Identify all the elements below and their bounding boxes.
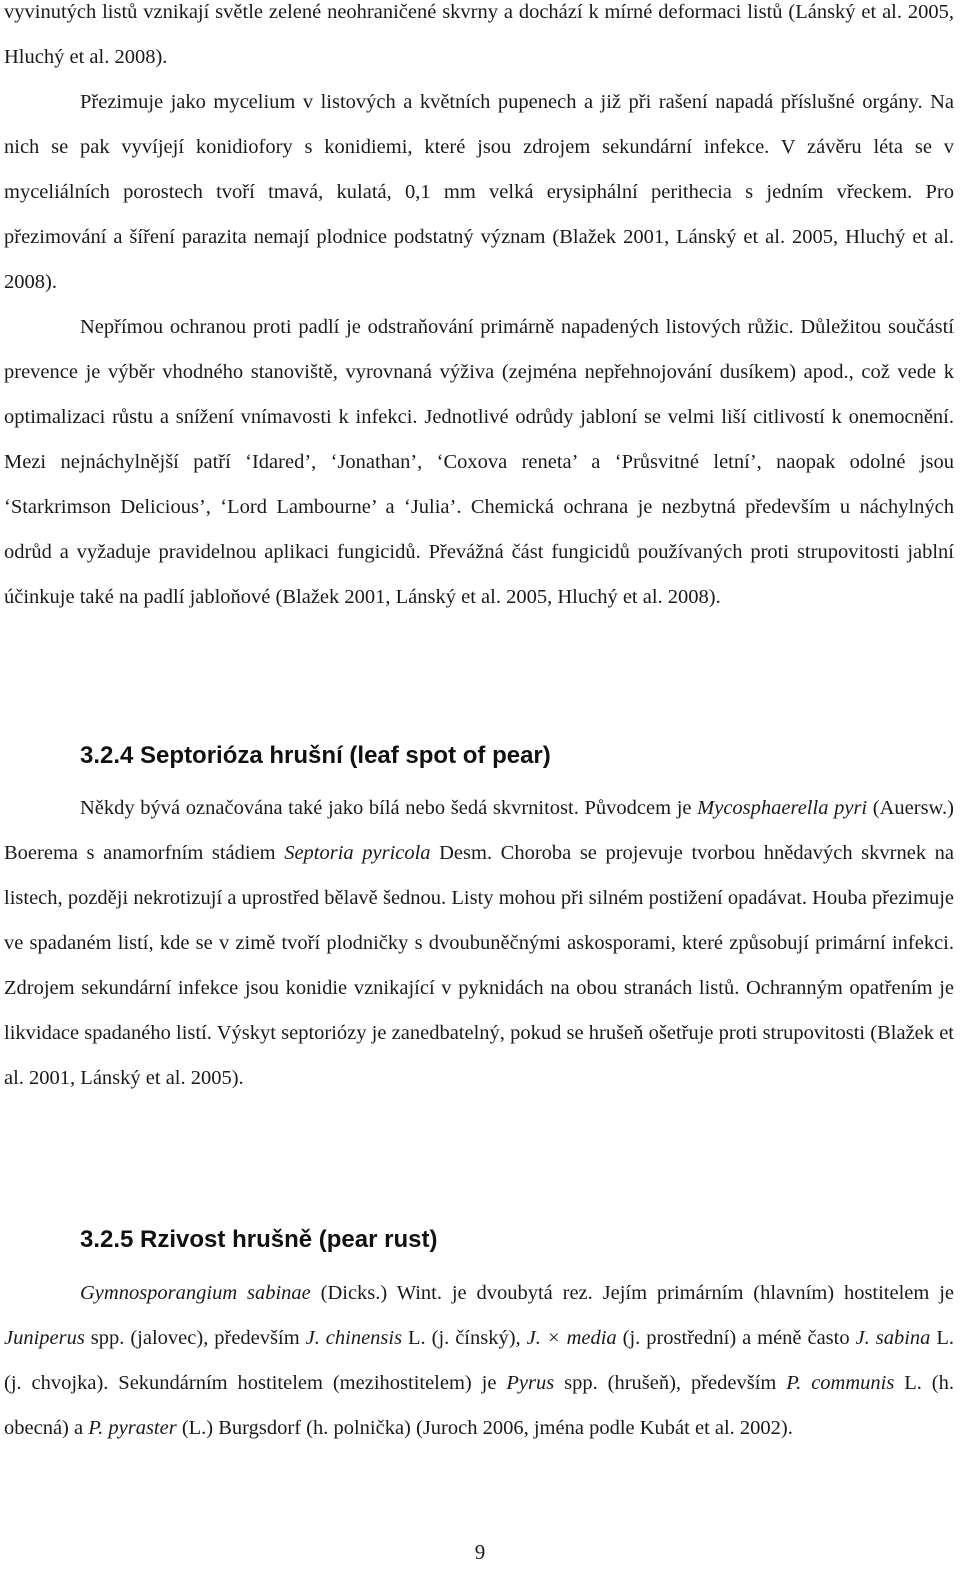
species-name: J. chinensis xyxy=(305,1327,403,1349)
page-number: 9 xyxy=(474,1540,486,1564)
species-name: Juniperus xyxy=(4,1327,85,1349)
species-name: Septoria pyricola xyxy=(284,842,431,864)
paragraph-protection: Nepřímou ochranou proti padlí je odstraňování primárně napadených listových růžic. Důležitou součástí prevence je výběr vhodného stanoviště, vyrovnaná výživa (zejména nepřehnojování dusíkem) apod., což vede k optimalizaci růstu a snížení vnímavosti k infekci. Jednotlivé odrůdy jabloní se velmi liší citlivostí k onemocnění. Mezi nejnáchylnější patří ‘Idared’, ‘Jonathan’, ‘Coxova reneta’ a ‘Průsvitné letní’, naopak odolné jsou ‘Starkrimson Delicious’, ‘Lord Lambourne’ a ‘Julia’. Chemická ochrana je nezbytná především u náchylných odrůd a vyžaduje pravidelnou aplikaci fungicidů. Převážná část fungicidů používaných proti strupovitosti jablní účinkuje také na padlí jabloňové (Blažek 2001, Lánský et al. 2005, Hluchý et al. 2008). xyxy=(4,316,954,608)
species-name: J. × media xyxy=(526,1327,617,1349)
section-heading-pear-rust: 3.2.5 Rzivost hrušně (pear rust) xyxy=(80,1226,438,1253)
species-name: Pyrus xyxy=(506,1372,555,1394)
species-name: J. sabina xyxy=(855,1327,931,1349)
species-name: P. pyraster xyxy=(88,1417,177,1439)
paragraph-septoria: Někdy bývá označována také jako bílá nebo šedá skvrnitost. Původcem je Mycosphaerella pyri (Auersw.) Boerema s anamorfním stádiem Septoria pyricola Desm. Choroba se projevuje tvorbou hnědavých skvrnek na listech, později nekrotizují a uprostřed bělavě šednou. Listy mohou při silném postižení opadávat. Houba přezimuje ve spadaném listí, kde se v zimě tvoří plodničky s dvoubuněčnými askosporami, které způsobují primární infekci. Zdrojem sekundární infekce jsou konidie vznikající v pyknidách na obou stranách listů. Ochranným opatřením je likvidace spadaného listí. Výskyt septoriózy je zanedbatelný, pokud se hrušeň ošetřuje proti strupovitosti (Blažek et al. 2001, Lánský et al. 2005). xyxy=(4,797,954,1089)
species-name: P. communis xyxy=(786,1372,895,1394)
section-heading-septoria: 3.2.4 Septorióza hrušní (leaf spot of pear) xyxy=(80,742,551,769)
species-name: Mycosphaerella pyri xyxy=(697,797,868,819)
paragraph-powdery-mildew-symptoms: vyvinutých listů vznikají světle zelené neohraničené skvrny a dochází k mírné deformaci listů (Lánský et al. 2005, Hluchý et al. 2008). xyxy=(4,1,954,68)
species-name: Gymnosporangium sabinae xyxy=(80,1282,311,1304)
paragraph-pear-rust: Gymnosporangium sabinae (Dicks.) Wint. je dvoubytá rez. Jejím primárním (hlavním) hostitelem je Juniperus spp. (jalovec), především J. chinensis L. (j. čínský), J. × media (j. prostřední) a méně často J. sabina L. (j. chvojka). Sekundárním hostitelem (mezihostitelem) je Pyrus spp. (hrušeň), především P. communis L. (h. obecná) a P. pyraster (L.) Burgsdorf (h. polnička) (Juroch 2006, jména podle Kubát et al. 2002). xyxy=(4,1282,954,1439)
paragraph-overwintering: Přezimuje jako mycelium v listových a květních pupenech a již při rašení napadá příslušné orgány. Na nich se pak vyvíjejí konidiofory s konidiemi, které jsou zdrojem sekundární infekce. V závěru léta se v myceliálních porostech tvoří tmavá, kulatá, 0,1 mm velká erysiphální perithecia s jedním vřeckem. Pro přezimování a šíření parazita nemají plodnice podstatný význam (Blažek 2001, Lánský et al. 2005, Hluchý et al. 2008). xyxy=(4,91,954,293)
